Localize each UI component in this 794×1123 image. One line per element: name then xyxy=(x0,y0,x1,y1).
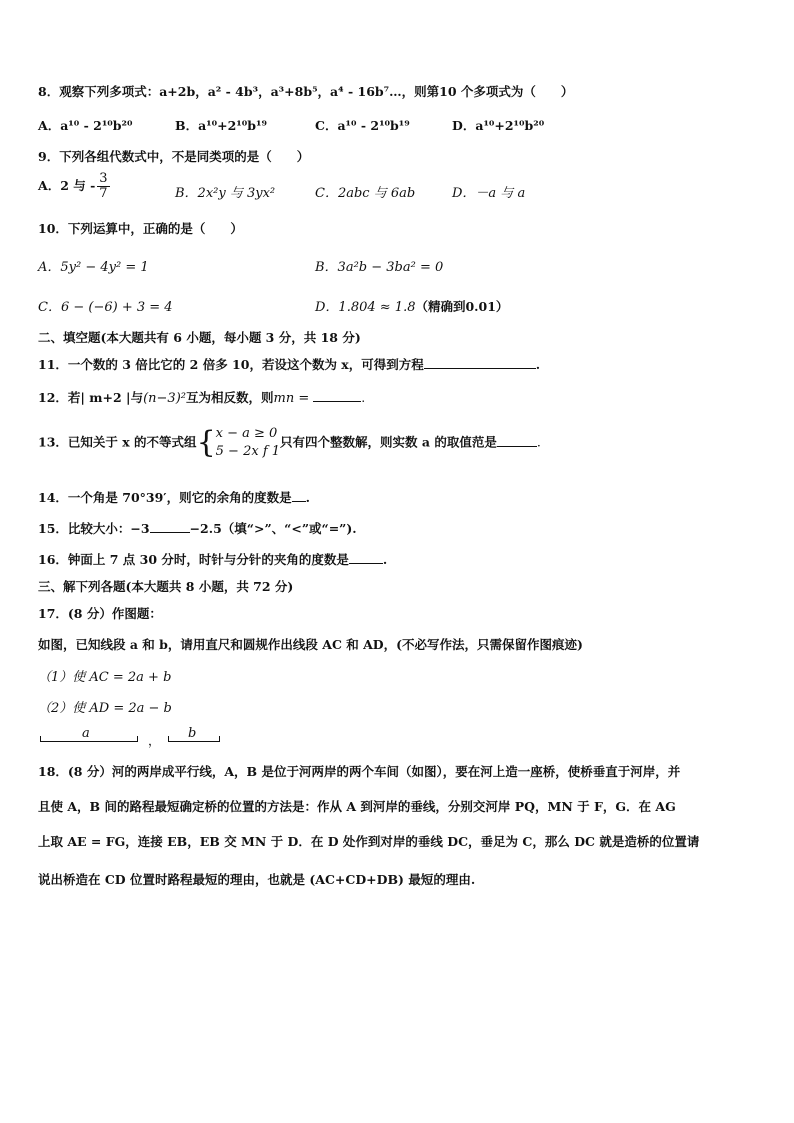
q8-option-a: A．a¹⁰ - 2¹⁰b²⁰ xyxy=(38,118,133,133)
q8-option-b: B．a¹⁰+2¹⁰b¹⁹ xyxy=(175,118,267,133)
q11: 11．一个数的 3 倍比它的 2 倍多 10，若设这个数为 x，可得到方程 . xyxy=(38,357,541,372)
q11-blank xyxy=(424,368,536,369)
q15-blank xyxy=(150,532,190,533)
q14-text: 14．一个角是 70°39′，则它的余角的度数是 xyxy=(38,490,292,505)
q9-fraction-den: 7 xyxy=(99,186,108,201)
q13: 13．已知关于 x 的不等式组{ x − a ≥ 0 5 − 2x f 1 只有四个整数解，则实数 a 的取值范是 . xyxy=(38,425,541,460)
q10-option-d xyxy=(315,296,508,315)
q9-fraction xyxy=(97,172,109,201)
q15 xyxy=(38,519,357,537)
q9-option-d: D．－a 与 a xyxy=(452,186,526,201)
q10-option-c: C．6 − (−6) + 3 = 4 xyxy=(38,300,173,315)
q12: 12．若| m+2 |与(n−3)²互为相反数，则mn = . xyxy=(38,390,366,406)
q17-description: 如图，已知线段 a 和 b，请用直尺和圆规作出线段 AC 和 AD，(不必写作法，只需保留作图痕迹) xyxy=(38,637,583,652)
segment-a-label: a xyxy=(82,726,90,741)
q12-var: mn = xyxy=(273,391,310,406)
q13-blank xyxy=(497,446,537,447)
q13-brace: { xyxy=(196,425,216,460)
q9-option-a-prefix: A．2 与 - xyxy=(38,178,96,193)
q18-line-2: 且使 A，B 间的路程最短确定桥的位置的方法是：作从 A 到河岸的垂线，分别交河岸 PQ，MN 于 F，G．在 AG xyxy=(38,799,676,814)
q11-text: 11．一个数的 3 倍比它的 2 倍多 10，若设这个数为 x，可得到方程 xyxy=(38,357,424,372)
q10-option-d-math: D．1.804 ≈ 1.8 xyxy=(315,300,416,315)
q9-option-a xyxy=(38,172,112,201)
q12-mid: 互为相反数，则 xyxy=(186,390,274,405)
q9-option-b: B．2x²y 与 3yx² xyxy=(175,186,276,201)
q13-row2: 5 − 2x f 1 xyxy=(215,444,281,459)
segment-separator: ， xyxy=(148,733,161,748)
q18-line-4: 说出桥造在 CD 位置时路程最短的理由，也就是 (AC+CD+DB) 最短的理由. xyxy=(38,872,476,887)
q10-option-a: A．5y² − 4y² = 1 xyxy=(38,260,149,275)
q15-post: −2.5（填“>”、“<”或“=”). xyxy=(189,521,357,536)
q18-line-3: 上取 AE = FG，连接 EB，EB 交 MN 于 D．在 D 处作到对岸的垂线 DC，垂足为 C，那么 DC 就是造桥的位置请 xyxy=(38,834,700,849)
segment-b-label: b xyxy=(188,726,197,741)
q12-blank xyxy=(313,401,361,402)
segment-b-tick-right xyxy=(219,736,220,742)
q16-text: 16．钟面上 7 点 30 分时，时针与分针的夹角的度数是 xyxy=(38,552,349,567)
q10-stem: 10．下列运算中，正确的是（ ） xyxy=(38,221,243,236)
segment-b-tick-left xyxy=(168,736,169,742)
q10-option-d-note: （精确到0.01） xyxy=(415,299,509,314)
section-fill-in-title: 二、填空题(本大题共有 6 小题，每小题 3 分，共 18 分) xyxy=(38,330,361,345)
q12-pre: 12．若| m+2 |与 xyxy=(38,390,144,405)
q13-post: 只有四个整数解，则实数 a 的取值范是 xyxy=(280,434,497,450)
q13-system xyxy=(216,425,280,461)
q17-title: 17．(8 分）作图题： xyxy=(38,606,162,621)
q10-option-b: B．3a²b − 3ba² = 0 xyxy=(315,260,444,275)
q9-option-c: C．2abc 与 6ab xyxy=(315,186,416,201)
q8-option-d: D．a¹⁰+2¹⁰b²⁰ xyxy=(452,118,545,133)
segment-a-line xyxy=(40,741,138,742)
q12-expr: (n−3)² xyxy=(143,391,186,406)
q8-stem: 8．观察下列多项式：a+2b，a² - 4b³，a³+8b⁵，a⁴ - 16b⁷…，则第10 个多项式为（ ） xyxy=(38,84,574,99)
section-solve-title: 三、解下列各题(本大题共 8 小题，共 72 分) xyxy=(38,579,294,594)
q14-blank xyxy=(292,501,306,502)
q17-part1: （1）使 AC = 2a + b xyxy=(38,670,172,685)
q13-row1: x − a ≥ 0 xyxy=(215,426,278,441)
q16-blank xyxy=(349,563,383,564)
q18-line-1: 18．(8 分）河的两岸成平行线，A，B 是位于河两岸的两个车间（如图），要在河上造一座桥，使桥垂直于河岸，并 xyxy=(38,764,681,779)
segment-b-line xyxy=(168,741,220,742)
q8-option-c: C．a¹⁰ - 2¹⁰b¹⁹ xyxy=(315,118,410,133)
q17-part2: （2）使 AD = 2a − b xyxy=(38,701,172,716)
q13-pre: 13．已知关于 x 的不等式组 xyxy=(38,434,197,450)
q16: 16．钟面上 7 点 30 分时，时针与分针的夹角的度数是 . xyxy=(38,552,388,567)
q9-fraction-num: 3 xyxy=(99,171,108,186)
segment-a-tick-left xyxy=(40,736,41,742)
segment-a-tick-right xyxy=(137,736,138,742)
q9-stem: 9．下列各组代数式中，不是同类项的是（ ） xyxy=(38,149,310,164)
q15-pre: 15．比较大小：−3 xyxy=(38,521,150,536)
q14: 14．一个角是 70°39′，则它的余角的度数是 . xyxy=(38,490,310,505)
